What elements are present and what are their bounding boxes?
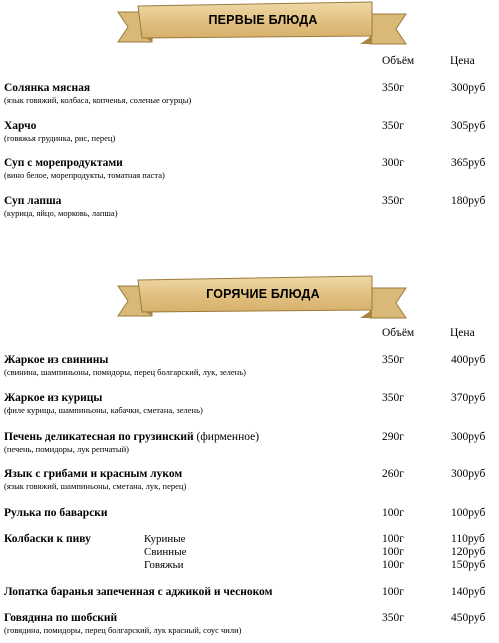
- item-price: 305руб: [451, 120, 486, 132]
- variant-name: Свинные: [144, 546, 187, 558]
- scroll-ribbon-decoration: [0, 0, 499, 60]
- menu-item: [4, 586, 496, 598]
- menu-item: [4, 120, 496, 143]
- item-price: 110руб: [451, 533, 485, 545]
- item-price: 450руб: [451, 612, 486, 624]
- item-name: Суп лапша: [4, 195, 62, 207]
- item-volume: 100г: [382, 546, 404, 558]
- item-volume: 350г: [382, 354, 404, 366]
- item-price: 365руб: [451, 157, 486, 169]
- item-description: (язык говяжий, шампиньоны, сметана, лук, перец): [4, 481, 187, 491]
- variant-name: Говяжьи: [144, 559, 184, 571]
- item-price: 180руб: [451, 195, 486, 207]
- item-name: Лопатка баранья запеченная с аджикой и чесноком: [4, 586, 273, 598]
- item-name: Солянка мясная: [4, 82, 91, 94]
- item-volume: 350г: [382, 120, 404, 132]
- section-banner: [0, 0, 499, 60]
- item-price: 120руб: [451, 546, 486, 558]
- menu-item: [4, 431, 496, 454]
- item-description: (печень, помидоры, лук репчатый): [4, 444, 129, 454]
- menu-item: [4, 82, 496, 105]
- item-volume: 300г: [382, 157, 404, 169]
- menu-item: [4, 468, 496, 491]
- column-header-volume: Объём: [382, 327, 415, 339]
- item-name: Жаркое из свинины: [4, 354, 109, 366]
- item-volume: 260г: [382, 468, 404, 480]
- item-name: Колбаски к пиву: [4, 533, 91, 545]
- item-description: (говяжья грудинка, рис, перец): [4, 133, 116, 143]
- menu-item: [4, 354, 496, 377]
- item-volume: 350г: [382, 82, 404, 94]
- column-header-price: Цена: [450, 55, 475, 67]
- item-price: 400руб: [451, 354, 486, 366]
- column-header-volume: Объём: [382, 55, 415, 67]
- item-note: (фирменное): [196, 431, 260, 443]
- item-description: (курица, яйцо, морковь, лапша): [4, 208, 118, 218]
- menu-item: [4, 392, 496, 415]
- item-price: 140руб: [451, 586, 486, 598]
- item-price: 370руб: [451, 392, 486, 404]
- menu-item: [4, 195, 496, 218]
- item-volume: 350г: [382, 195, 404, 207]
- item-name: Харчо: [4, 120, 37, 132]
- item-volume: 100г: [382, 559, 404, 571]
- item-description: (говядина, помидоры, перец болгарский, лук красный, соус чили): [4, 625, 242, 635]
- item-price: 300руб: [451, 431, 486, 443]
- item-description: (вино белое, морепродукты, томатная паста): [4, 170, 165, 180]
- column-header-price: Цена: [450, 327, 475, 339]
- section-title: ГОРЯЧИЕ БЛЮДА: [206, 287, 320, 301]
- item-name: Говядина по шобский: [4, 612, 118, 624]
- item-name: Печень деликатесная по грузинский: [4, 431, 194, 443]
- item-price: 300руб: [451, 468, 486, 480]
- item-name: Язык с грибами и красным луком: [4, 468, 183, 480]
- menu-item: [4, 533, 496, 575]
- section-title: ПЕРВЫЕ БЛЮДА: [208, 13, 318, 27]
- item-price: 300руб: [451, 82, 486, 94]
- item-volume: 290г: [382, 431, 404, 443]
- item-volume: 100г: [382, 586, 404, 598]
- menu-item: [4, 612, 496, 635]
- variant-name: Куриные: [144, 533, 186, 545]
- item-price: 100руб: [451, 507, 486, 519]
- scroll-ribbon-decoration: [0, 272, 499, 332]
- menu-item: [4, 507, 496, 519]
- item-volume: 100г: [382, 507, 404, 519]
- section-banner: [0, 272, 499, 332]
- item-volume: 350г: [382, 392, 404, 404]
- item-description: (язык говяжий, колбаса, копченья, соленые огурцы): [4, 95, 192, 105]
- item-volume: 350г: [382, 612, 404, 624]
- item-name: Жаркое из курицы: [4, 392, 103, 404]
- menu-item: [4, 157, 496, 180]
- item-volume: 100г: [382, 533, 404, 545]
- item-price: 150руб: [451, 559, 486, 571]
- item-description: (свинина, шампиньоны, помидоры, перец болгарский, лук, зелень): [4, 367, 246, 377]
- item-description: (филе курицы, шампиньоны, кабачки, сметана, зелень): [4, 405, 203, 415]
- item-name: Рулька по баварски: [4, 507, 108, 519]
- item-name: Суп с морепродуктами: [4, 157, 123, 169]
